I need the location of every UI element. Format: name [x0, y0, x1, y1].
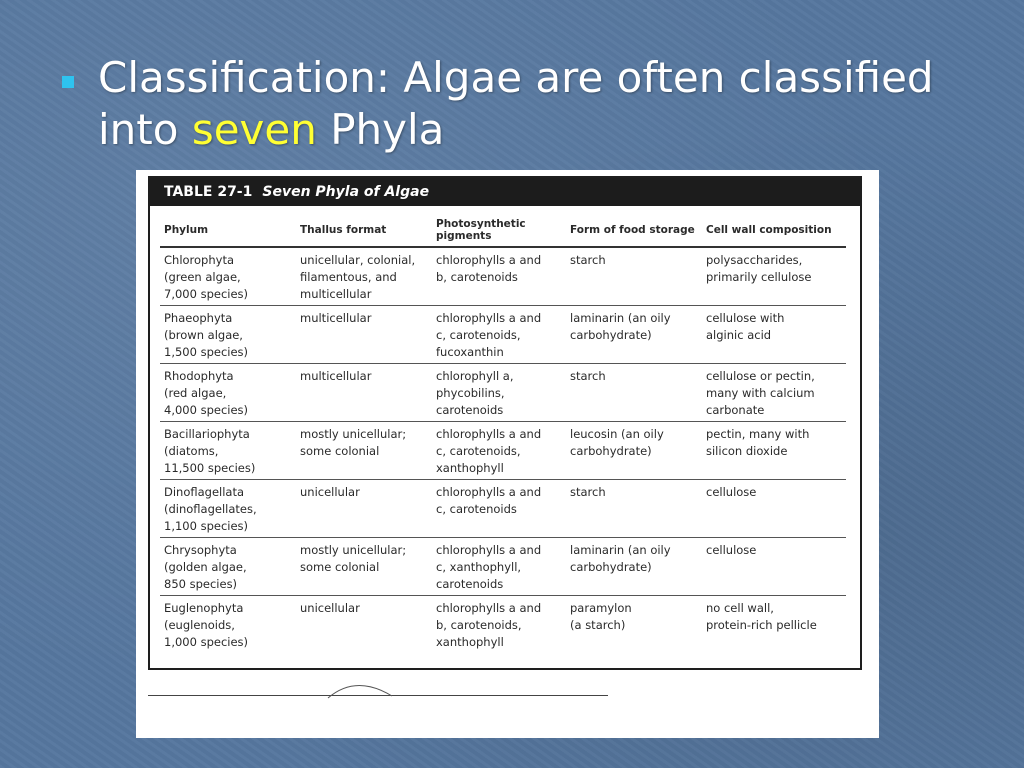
- cell-line: mostly unicellular;: [300, 427, 407, 441]
- cell-wall-composition: [702, 480, 846, 538]
- cell-wall-composition: [702, 247, 846, 306]
- table-row: [160, 480, 846, 538]
- cell-line: no cell wall,: [706, 601, 774, 615]
- cell-phylum: [160, 364, 296, 422]
- cell-line: multicellular: [300, 287, 372, 301]
- cell-line: many with calcium: [706, 386, 815, 400]
- table-row: [160, 364, 846, 422]
- cell-line: protein-rich pellicle: [706, 618, 817, 632]
- cell-food-storage: [566, 247, 702, 306]
- cell-phylum: [160, 247, 296, 306]
- cell-pigments: [432, 247, 566, 306]
- cell-line: (green algae,: [164, 270, 241, 284]
- cell-line: (a starch): [570, 618, 626, 632]
- cell-line: b, carotenoids: [436, 270, 518, 284]
- cell-food-storage: [566, 364, 702, 422]
- table-row: [160, 538, 846, 596]
- cell-thallus-format: [296, 480, 432, 538]
- cell-pigments: [432, 364, 566, 422]
- cell-line: Chrysophyta: [164, 543, 237, 557]
- cell-line: (red algae,: [164, 386, 227, 400]
- cell-line: cellulose or pectin,: [706, 369, 815, 383]
- cell-thallus-format: [296, 538, 432, 596]
- slide-title-block: [62, 52, 962, 156]
- cell-line: Euglenophyta: [164, 601, 244, 615]
- cell-thallus-format: [296, 422, 432, 480]
- cell-line: 4,000 species): [164, 403, 249, 417]
- title-text-part2: Phyla: [316, 105, 445, 154]
- cell-thallus-format: [296, 247, 432, 306]
- cell-phylum: [160, 422, 296, 480]
- cell-line: chlorophylls a and: [436, 253, 542, 267]
- cell-line: Rhodophyta: [164, 369, 234, 383]
- cell-line: (diatoms,: [164, 444, 219, 458]
- header-food-storage: Form of food storage: [566, 206, 702, 247]
- cell-line: (dinoflagellates,: [164, 502, 257, 516]
- cell-line: starch: [570, 369, 606, 383]
- table-row: [160, 306, 846, 364]
- cell-line: c, carotenoids,: [436, 444, 521, 458]
- cell-line: laminarin (an oily: [570, 543, 671, 557]
- table-caption: Seven Phyla of Algae: [262, 184, 430, 200]
- cell-line: cellulose: [706, 485, 757, 499]
- cell-line: 1,500 species): [164, 345, 249, 359]
- cell-line: Chlorophyta: [164, 253, 235, 267]
- cell-line: 1,000 species): [164, 635, 249, 649]
- algae-phyla-table: [160, 206, 846, 653]
- cell-line: Dinoflagellata: [164, 485, 245, 499]
- square-bullet-icon: [62, 76, 74, 88]
- cell-line: chlorophylls a and: [436, 543, 542, 557]
- cell-line: some colonial: [300, 560, 380, 574]
- cell-line: some colonial: [300, 444, 380, 458]
- slide-title: [98, 52, 962, 156]
- scan-curve-mark: [326, 680, 396, 700]
- cell-line: 11,500 species): [164, 461, 256, 475]
- cell-line: unicellular: [300, 485, 360, 499]
- cell-line: paramylon: [570, 601, 632, 615]
- cell-wall-composition: [702, 306, 846, 364]
- cell-wall-composition: [702, 422, 846, 480]
- header-phylum: Phylum: [160, 206, 296, 247]
- cell-food-storage: [566, 306, 702, 364]
- cell-line: (euglenoids,: [164, 618, 235, 632]
- cell-line: unicellular, colonial,: [300, 253, 416, 267]
- title-text-part1: Classification: Algae are often classified into: [98, 53, 934, 154]
- header-photosynthetic-pigments: Photosynthetic pigments: [432, 206, 566, 247]
- cell-line: (brown algae,: [164, 328, 243, 342]
- cell-phylum: [160, 538, 296, 596]
- cell-line: cellulose with: [706, 311, 785, 325]
- table-row: [160, 596, 846, 654]
- header-cell-wall: Cell wall composition: [702, 206, 846, 247]
- cell-line: filamentous, and: [300, 270, 397, 284]
- cell-food-storage: [566, 422, 702, 480]
- cell-line: carbohydrate): [570, 328, 652, 342]
- cell-line: pectin, many with: [706, 427, 810, 441]
- cell-phylum: [160, 596, 296, 654]
- cell-thallus-format: [296, 364, 432, 422]
- cell-pigments: [432, 480, 566, 538]
- cell-line: leucosin (an oily: [570, 427, 664, 441]
- cell-food-storage: [566, 538, 702, 596]
- header-thallus-format: Thallus format: [296, 206, 432, 247]
- cell-line: unicellular: [300, 601, 360, 615]
- cell-line: chlorophyll a,: [436, 369, 514, 383]
- cell-line: multicellular: [300, 369, 372, 383]
- table-frame: [148, 176, 862, 670]
- cell-line: laminarin (an oily: [570, 311, 671, 325]
- cell-line: (golden algae,: [164, 560, 247, 574]
- cell-line: c, xanthophyll,: [436, 560, 522, 574]
- cell-line: 1,100 species): [164, 519, 249, 533]
- table-header-row: [160, 206, 846, 247]
- cell-phylum: [160, 480, 296, 538]
- table-label: TABLE 27-1: [164, 184, 253, 200]
- cell-line: carbonate: [706, 403, 765, 417]
- cell-line: b, carotenoids,: [436, 618, 522, 632]
- cell-food-storage: [566, 596, 702, 654]
- cell-line: chlorophylls a and: [436, 601, 542, 615]
- cell-pigments: [432, 538, 566, 596]
- cell-pigments: [432, 596, 566, 654]
- cell-line: polysaccharides,: [706, 253, 803, 267]
- table-row: [160, 247, 846, 306]
- cell-line: phycobilins,: [436, 386, 505, 400]
- cell-pigments: [432, 422, 566, 480]
- cell-wall-composition: [702, 364, 846, 422]
- cell-line: xanthophyll: [436, 461, 504, 475]
- cell-line: carotenoids: [436, 403, 504, 417]
- cell-phylum: [160, 306, 296, 364]
- cell-line: Phaeophyta: [164, 311, 233, 325]
- cell-line: fucoxanthin: [436, 345, 504, 359]
- table-body: [160, 247, 846, 653]
- table-image: [136, 170, 879, 738]
- cell-wall-composition: [702, 538, 846, 596]
- cell-wall-composition: [702, 596, 846, 654]
- cell-line: chlorophylls a and: [436, 311, 542, 325]
- cell-line: mostly unicellular;: [300, 543, 407, 557]
- cell-line: xanthophyll: [436, 635, 504, 649]
- cell-thallus-format: [296, 306, 432, 364]
- cell-line: Bacillariophyta: [164, 427, 250, 441]
- cell-line: starch: [570, 253, 606, 267]
- cell-line: silicon dioxide: [706, 444, 788, 458]
- cell-line: carbohydrate): [570, 444, 652, 458]
- cell-line: carotenoids: [436, 577, 504, 591]
- cell-line: carbohydrate): [570, 560, 652, 574]
- cell-line: starch: [570, 485, 606, 499]
- cell-line: multicellular: [300, 311, 372, 325]
- cell-line: c, carotenoids,: [436, 328, 521, 342]
- cell-pigments: [432, 306, 566, 364]
- cell-line: chlorophylls a and: [436, 427, 542, 441]
- cell-line: alginic acid: [706, 328, 772, 342]
- cell-line: primarily cellulose: [706, 270, 812, 284]
- cell-line: chlorophylls a and: [436, 485, 542, 499]
- table-row: [160, 422, 846, 480]
- cell-line: 850 species): [164, 577, 238, 591]
- cell-line: cellulose: [706, 543, 757, 557]
- cell-food-storage: [566, 480, 702, 538]
- cell-line: c, carotenoids: [436, 502, 517, 516]
- cell-line: 7,000 species): [164, 287, 249, 301]
- table-header-bar: [150, 178, 860, 206]
- title-highlight-word: seven: [191, 105, 317, 154]
- cell-thallus-format: [296, 596, 432, 654]
